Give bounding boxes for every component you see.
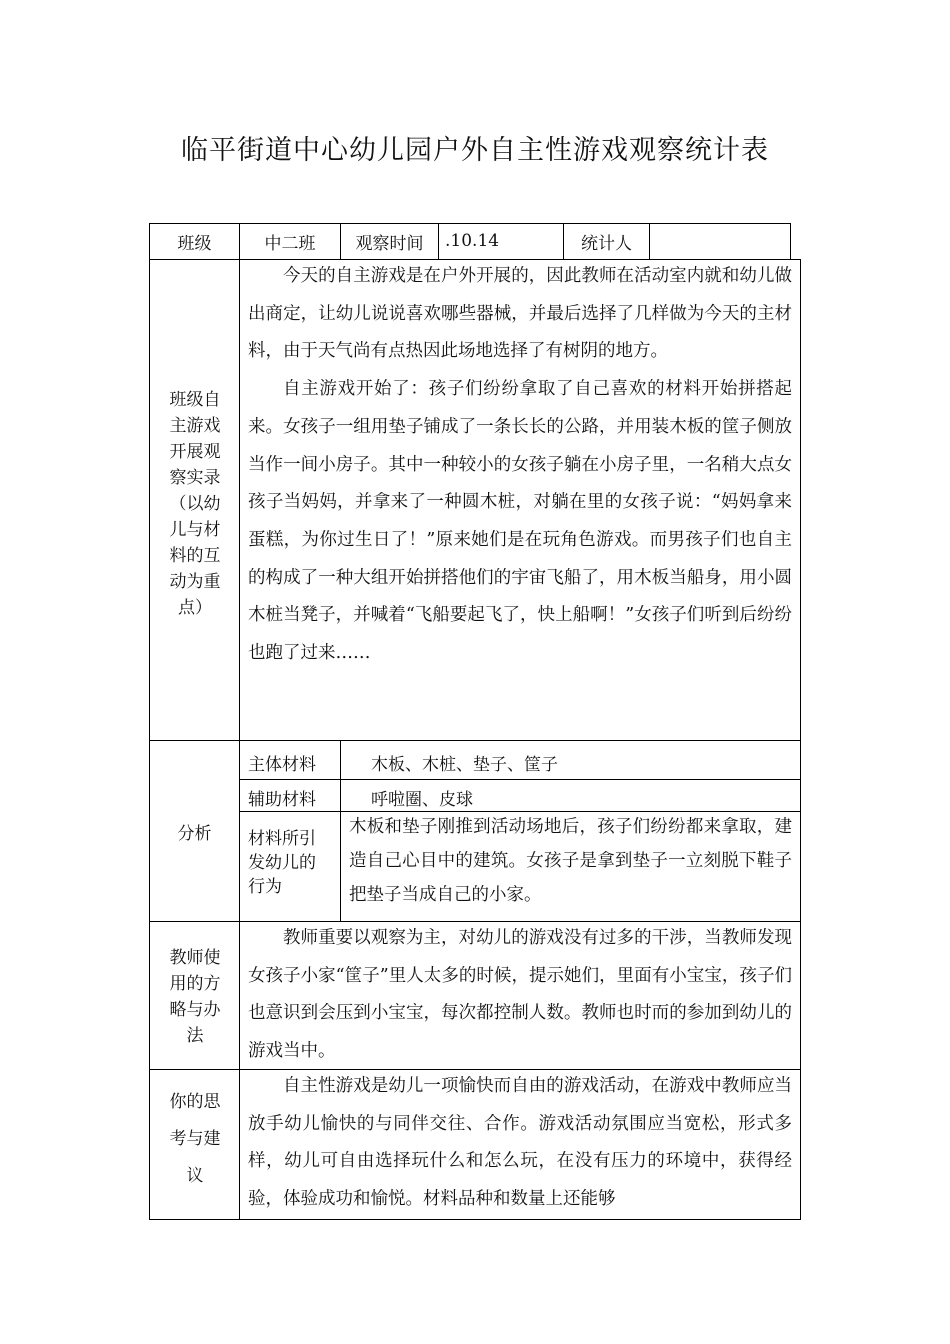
record-paragraph: 自主游戏开始了：孩子们纷纷拿取了自己喜欢的材料开始拼搭起来。女孩子一组用垫子铺成了一条长长的公路，并用装木板的筐子侧放当作一间小房子。其中一种较小的女孩子躺在小房子里，一名稍大点女孩子当妈妈，并拿来了一种圆木桩，对躺在里的女孩子说：“妈妈拿来蛋糕，为你过生日了！”原来她们是在玩角色游戏。而男孩子们也自主的构成了一种大组开始拼搭他们的宇宙飞船了，用木板当船身，用小圆木桩当凳子，并喊着“飞船要起飞了，快上船啊！”女孩子们听到后纷纷也跑了过来…… (248, 379, 792, 664)
analysis-label: 分析 (177, 823, 212, 844)
aux-material-value: 呼啦圈、皮球 (371, 790, 473, 810)
strategy-label: 教师使用的方略与办法 (169, 948, 221, 1046)
thoughts-label: 你的思考与建议 (169, 1092, 221, 1186)
record-paragraph: 今天的自主游戏是在户外开展的，因此教师在活动室内就和幼儿做出商定，让幼儿说说喜欢哪些器械，并最后选择了几样做为今天的主材料，由于天气尚有点热因此场地选择了有树阴的地方。 (248, 266, 792, 362)
strategy-content (248, 920, 792, 1071)
record-content (248, 258, 792, 673)
page-title: 临平街道中心幼儿园户外自主性游戏观察统计表 (181, 135, 769, 166)
class-value: 中二班 (264, 234, 316, 254)
observation-time-label: 观察时间 (355, 234, 424, 254)
observation-time-value: .10.14 (445, 231, 500, 251)
observation-table (149, 223, 801, 1220)
class-label: 班级 (177, 234, 212, 254)
behavior-label: 材料所引发幼儿的行为 (248, 829, 316, 897)
aux-material-label: 辅助材料 (248, 790, 316, 810)
statistician-label: 统计人 (581, 234, 632, 254)
main-material-value: 木板、木桩、垫子、筐子 (371, 755, 558, 775)
behavior-value: 木板和垫子刚推到活动场地后，孩子们纷纷都来拿取，建造自己心目中的建筑。女孩子是拿到垫子一立刻脱下鞋子把垫子当成自己的小家。 (349, 817, 792, 905)
strategy-text: 教师重要以观察为主，对幼儿的游戏没有过多的干涉，当教师发现女孩子小家“筐子”里人太多的时候，提示她们，里面有小宝宝，孩子们也意识到会压到小宝宝，每次都控制人数。教师也时而的参加到幼儿的游戏当中。 (248, 928, 792, 1062)
thoughts-content (248, 1068, 792, 1219)
statistician-value (654, 231, 784, 259)
main-material-label: 主体材料 (248, 755, 316, 775)
thoughts-text: 自主性游戏是幼儿一项愉快而自由的游戏活动，在游戏中教师应当放手幼儿愉快的与同伴交往、合作。游戏活动氛围应当宽松，形式多样，幼儿可自由选择玩什么和怎么玩，在没有压力的环境中，获得经验，体验成功和愉悦。材料品种和数量上还能够 (248, 1076, 792, 1210)
record-label: 班级自主游戏开展观察实录（以幼儿与材料的互动为重点） (169, 390, 221, 618)
